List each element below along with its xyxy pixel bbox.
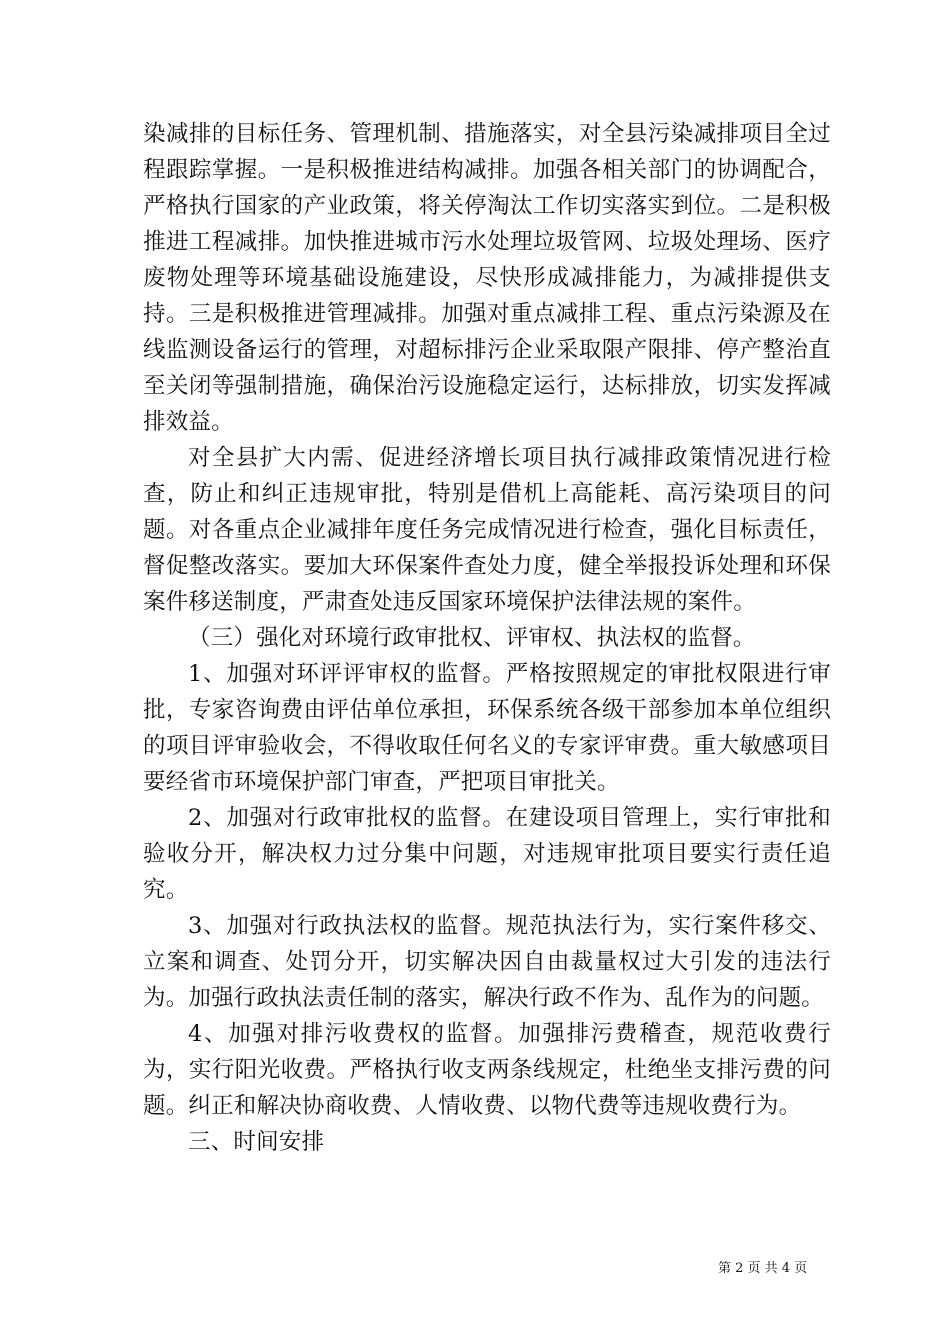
page-number: 第 2 页 共 4 页 — [718, 1261, 808, 1276]
paragraph-continued: 染减排的目标任务、管理机制、措施落实，对全县污染减排项目全过程跟踪掌握。一是积极推进结构减排。加强各相关部门的协调配合，严格执行国家的产业政策，将关停淘汰工作切实落实到位。二是积极推进工程减排。加快推进城市污水处理垃圾管网、垃圾处理场、医疗废物处理等环境基础设施建设，尽快形成减排能力，为减排提供支持。三是积极推进管理减排。加强对重点减排工程、重点污染源及在线监测设备运行的管理，对超标排污企业采取限产限排、停产整治直至关闭等强制措施，确保治污设施稳定运行，达标排放，切实发挥减排效益。 — [143, 121, 831, 435]
paragraph: 3、加强对行政执法权的监督。规范执法行为，实行案件移交、立案和调查、处罚分开，切实解决因自由裁量权过大引发的违法行为。加强行政执法责任制的落实，解决行政不作为、乱作为的问题。 — [143, 913, 831, 1011]
section-heading: （三）强化对环境行政审批权、评审权、执法权的监督。 — [188, 625, 756, 651]
section-heading: 三、时间安排 — [188, 1129, 325, 1155]
paragraph: 1、加强对环评评审权的监督。严格按照规定的审批权限进行审批，专家咨询费由评估单位承担，环保系统各级干部参加本单位组织的项目评审验收会，不得收取任何名义的专家评审费。重大敏感项目要经省市环境保护部门审查，严把项目审批关。 — [143, 661, 831, 795]
paragraph: 2、加强对行政审批权的监督。在建设项目管理上，实行审批和验收分开，解决权力过分集中问题，对违规审批项目要实行责任追究。 — [143, 805, 831, 903]
document-body — [143, 116, 831, 1160]
paragraph: 4、加强对排污收费权的监督。加强排污费稽查，规范收费行为，实行阳光收费。严格执行收支两条线规定，杜绝坐支排污费的问题。纠正和解决协商收费、人情收费、以物代费等违规收费行为。 — [143, 1021, 831, 1119]
paragraph: 对全县扩大内需、促进经济增长项目执行减排政策情况进行检查，防止和纠正违规审批，特别是借机上高能耗、高污染项目的问题。对各重点企业减排年度任务完成情况进行检查，强化目标责任，督促整改落实。要加大环保案件查处力度，健全举报投诉处理和环保案件移送制度，严肃查处违反国家环境保护法律法规的案件。 — [143, 445, 831, 615]
